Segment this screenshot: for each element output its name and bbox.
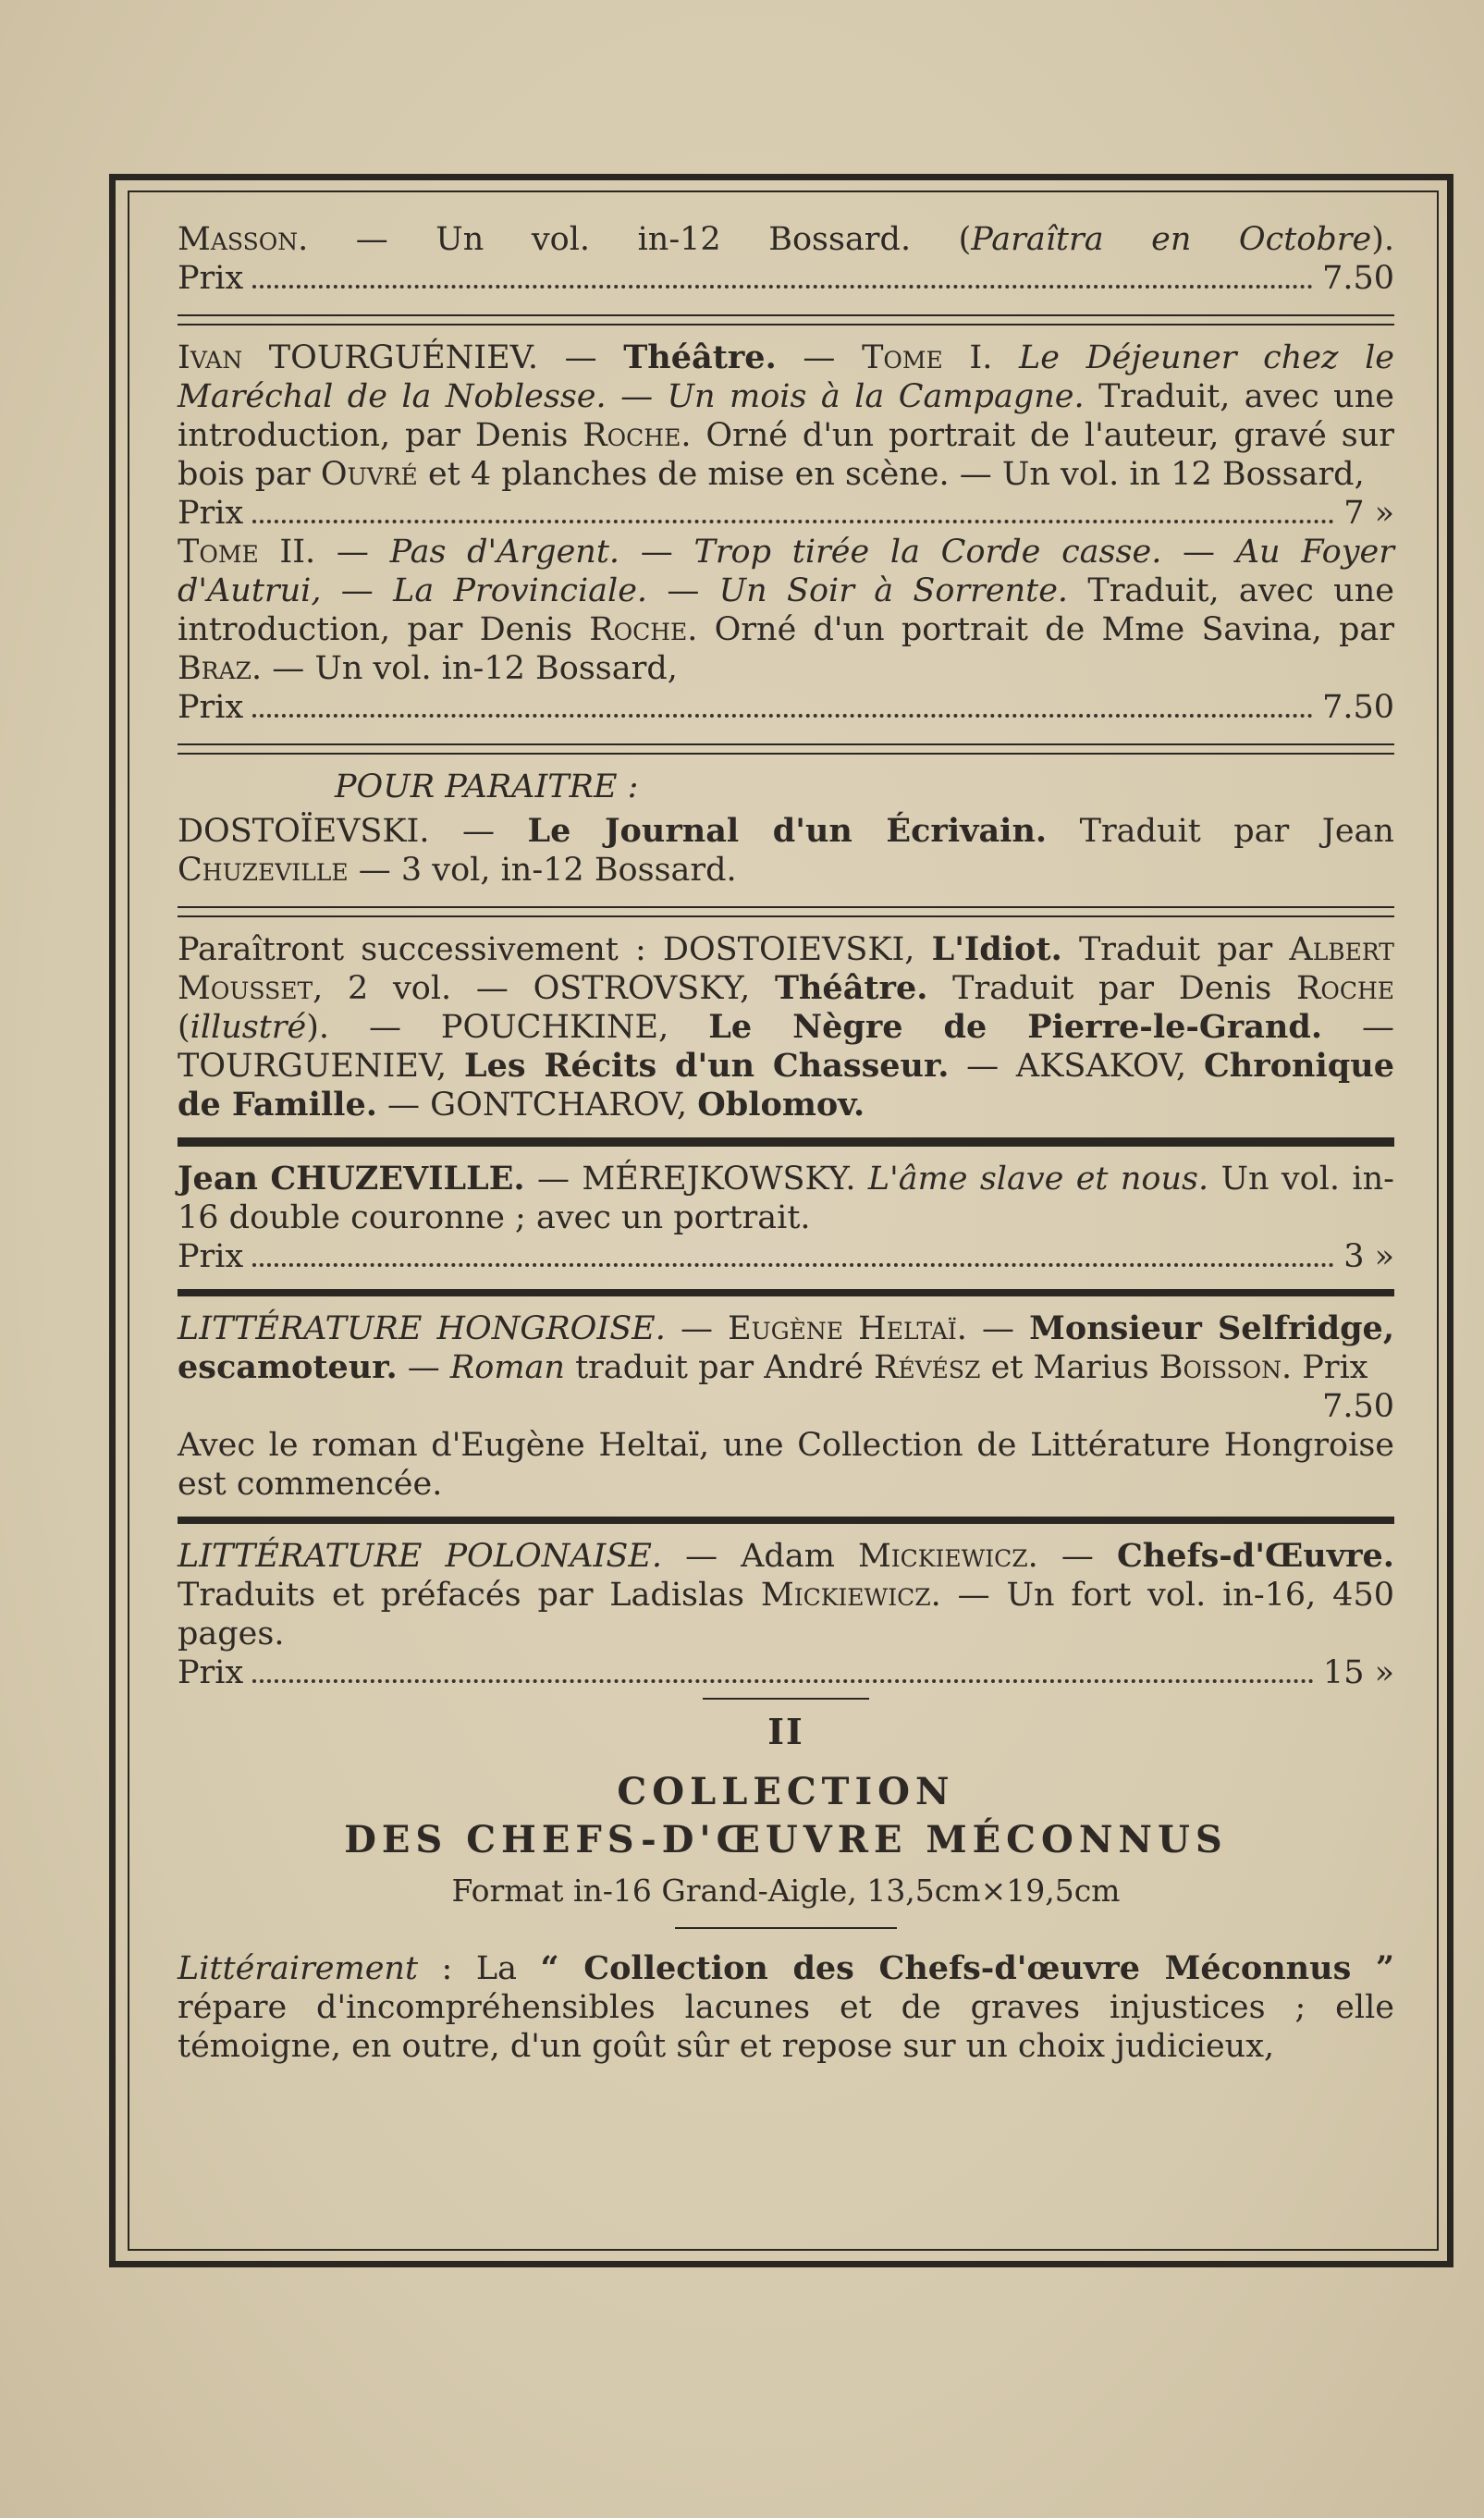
section-heading: LITTÉRATURE POLONAISE. — [178, 1538, 663, 1575]
collection-subtitle: DES CHEFS-D'ŒUVRE MÉCONNUS — [344, 1818, 1228, 1861]
price: 15 » — [1322, 1654, 1394, 1691]
divider — [178, 314, 1394, 325]
collection-title: COLLECTION — [617, 1770, 955, 1813]
masson-entry: Masson. — Un vol. in-12 Bossard. (Paraîtra en Octobre). Prix 7.50 — [178, 221, 1394, 297]
divider — [178, 906, 1394, 917]
price: 7.50 — [1322, 689, 1394, 726]
divider — [178, 1289, 1394, 1296]
paraitront-section: Paraîtront successivement : DOSTOIEVSKI, L'Idiot. Traduit par Albert Mousset, 2 vol. — OSTROVSKY, Théâtre. Traduit par Denis Roche (illustré). — POUCHKINE, Le Nègre de Pierre-le-Grand. — TOURGUENIEV, Les Récits d'un Chasseur. — AKSAKOV, Chronique de Famille. — GONTCHAROV, Oblomov. — [178, 930, 1394, 1124]
collection-intro: Littérairement : La “ Collection des Chefs-d'œuvre Méconnus ” répare d'incompréhensibles lacunes et de graves injustices ; elle témoigne, en outre, d'un goût sûr et repose sur un choix judicieux, — [178, 1949, 1395, 2065]
section-heading: POUR PARAITRE : — [335, 768, 639, 805]
divider — [178, 1517, 1394, 1524]
divider — [178, 743, 1394, 755]
catalogue-content — [178, 220, 1394, 2066]
price: 7.50 — [1322, 260, 1394, 297]
polonaise-entry: LITTÉRATURE POLONAISE. — Adam Mickiewicz. — Chefs-d'Œuvre. Traduits et préfacés par Ladislas Mickiewicz. — Un fort vol. in-16, 450 pages. Prix 15 » — [178, 1537, 1394, 1691]
price: 7 » — [1343, 495, 1394, 532]
price: 3 » — [1343, 1238, 1394, 1275]
format-line: Format in-16 Grand-Aigle, 13,5cm×19,5cm — [451, 1873, 1121, 1909]
section-heading: LITTÉRATURE HONGROISE. — [178, 1310, 666, 1347]
divider — [178, 1137, 1394, 1147]
collection-header — [178, 1713, 1394, 1910]
chuzeville-entry: Jean CHUZEVILLE. — MÉREJKOWSKY. L'âme slave et nous. Un vol. in-16 double couronne ; avec un portrait. Prix 3 » — [178, 1160, 1394, 1275]
section-numeral: II — [767, 1711, 804, 1752]
pour-paraitre-section: POUR PARAITRE : DOSTOÏEVSKI. — Le Journal d'un Écrivain. Traduit par Jean Chuzeville — 3 vol, in-12 Bossard. — [178, 768, 1394, 889]
tourgueniev-entry: Ivan TOURGUÉNIEV. — Théâtre. — Tome I. Le Déjeuner chez le Maréchal de la Noblesse. — Un mois à la Campagne. Traduit, avec une introduction, par Denis Roche. Orné d'un portrait de l'auteur, gravé sur bois par Ouvré et 4 planches de mise en scène. — Un vol. in 12 Bossard, Prix 7 » Tome II. — Pas d'Argent. — Trop tirée la Corde casse. — Au Foyer d'Autrui, — La Provinciale. — Un Soir à Sorrente. Traduit, avec une introduction, par Denis Roche. Orné d'un portrait de Mme Savina, par Braz. — Un vol. in-12 Bossard, Prix 7.50 — [178, 338, 1395, 726]
price: 7.50 — [1322, 1388, 1394, 1425]
divider — [703, 1698, 869, 1700]
divider — [675, 1927, 897, 1929]
hongroise-entry: LITTÉRATURE HONGROISE. — Eugène Heltaï. — Monsieur Selfridge, escamoteur. — Roman traduit par André Révész et Marius Boisson. Prix 7.50 Avec le roman d'Eugène Heltaï, une Collection de Littérature Hongroise est commencée. — [178, 1309, 1394, 1503]
